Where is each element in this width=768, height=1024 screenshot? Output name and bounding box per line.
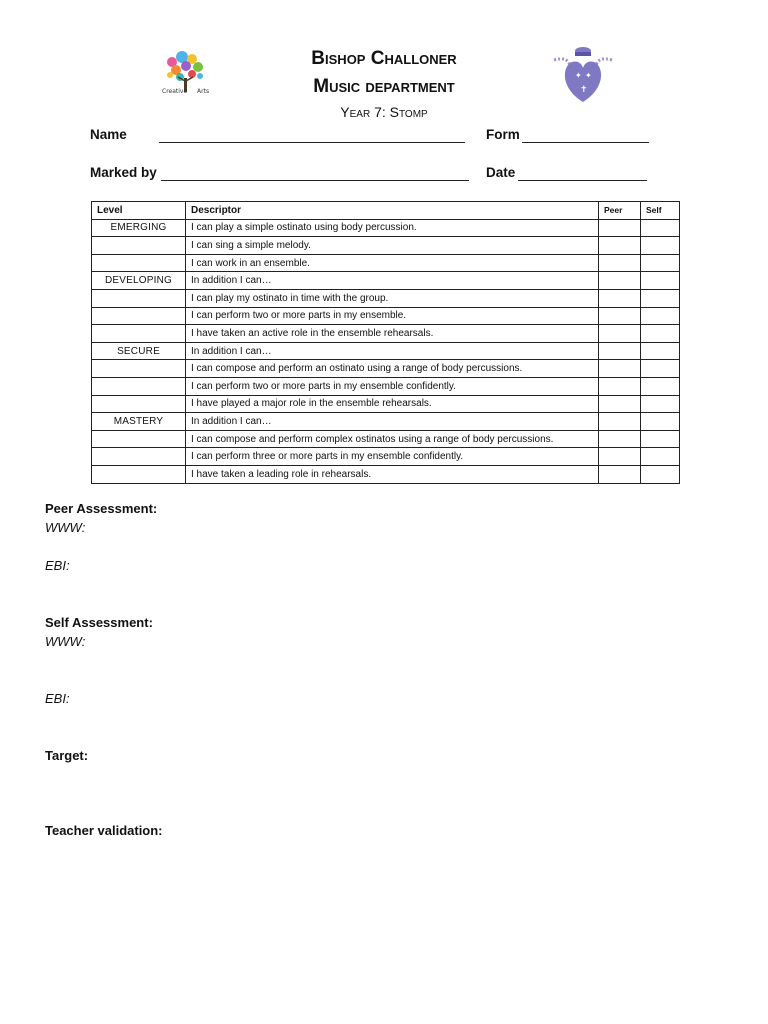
logo-caption: Creative Arts — [162, 88, 210, 95]
form-label: Form — [486, 127, 520, 142]
svg-text:✦: ✦ — [575, 71, 582, 80]
descriptor-cell: I can perform two or more parts in my ensemble. — [186, 307, 599, 325]
table-row — [92, 237, 680, 255]
self-check-cell[interactable] — [641, 254, 680, 272]
peer-check-cell[interactable] — [599, 325, 641, 343]
descriptor-cell: I can compose and perform an ostinato using a range of body percussions. — [186, 360, 599, 378]
self-check-cell[interactable] — [641, 377, 680, 395]
date-label: Date — [486, 165, 516, 180]
name-label: Name — [90, 127, 127, 142]
table-row — [92, 448, 680, 466]
table-row — [92, 289, 680, 307]
level-cell — [92, 254, 186, 272]
table-row — [92, 307, 680, 325]
peer-assessment-heading: Peer Assessment: — [45, 501, 158, 516]
peer-check-cell[interactable] — [599, 272, 641, 290]
table-row — [92, 342, 680, 360]
peer-check-cell[interactable] — [599, 237, 641, 255]
target-heading: Target: — [45, 748, 89, 763]
peer-header: Peer — [599, 202, 641, 220]
school-crest — [548, 44, 618, 106]
peer-check-cell[interactable] — [599, 430, 641, 448]
self-check-cell[interactable] — [641, 413, 680, 431]
peer-check-cell[interactable] — [599, 254, 641, 272]
peer-ebi-label: EBI: — [45, 558, 70, 573]
peer-check-cell[interactable] — [599, 307, 641, 325]
self-check-cell[interactable] — [641, 360, 680, 378]
peer-www-label: WWW: — [45, 520, 86, 535]
level-header: Level — [92, 202, 186, 220]
self-check-cell[interactable] — [641, 307, 680, 325]
table-row — [92, 219, 680, 237]
teacher-validation-heading: Teacher validation: — [45, 823, 163, 838]
peer-check-cell[interactable] — [599, 360, 641, 378]
self-www-label: WWW: — [45, 634, 86, 649]
self-check-cell[interactable] — [641, 325, 680, 343]
table-row — [92, 395, 680, 413]
table-row — [92, 465, 680, 483]
self-ebi-label: EBI: — [45, 691, 70, 706]
level-cell — [92, 289, 186, 307]
name-field[interactable] — [159, 142, 465, 143]
level-cell — [92, 395, 186, 413]
creative-arts-logo — [158, 48, 214, 100]
table-row — [92, 254, 680, 272]
school-title: Bishop Challoner — [311, 48, 457, 69]
department-title: Music department — [313, 76, 455, 97]
level-cell — [92, 325, 186, 343]
self-check-cell[interactable] — [641, 219, 680, 237]
marked-by-label: Marked by — [90, 165, 157, 180]
self-header: Self — [641, 202, 680, 220]
unit-subtitle: Year 7: Stomp — [340, 104, 428, 120]
svg-text:✝: ✝ — [580, 85, 588, 95]
peer-check-cell[interactable] — [599, 465, 641, 483]
descriptor-cell: I can compose and perform complex ostinatos using a range of body percussions. — [186, 430, 599, 448]
level-cell — [92, 465, 186, 483]
peer-check-cell[interactable] — [599, 289, 641, 307]
self-check-cell[interactable] — [641, 465, 680, 483]
crest-icon — [548, 44, 618, 106]
level-cell — [92, 360, 186, 378]
table-row — [92, 430, 680, 448]
self-check-cell[interactable] — [641, 289, 680, 307]
descriptor-cell: I can perform two or more parts in my ensemble confidently. — [186, 377, 599, 395]
level-cell: SECURE — [92, 342, 186, 360]
level-cell — [92, 237, 186, 255]
table-row — [92, 360, 680, 378]
date-field[interactable] — [518, 180, 647, 181]
table-row — [92, 413, 680, 431]
level-cell — [92, 307, 186, 325]
self-assessment-heading: Self Assessment: — [45, 615, 153, 630]
descriptor-cell: I can perform three or more parts in my ensemble confidently. — [186, 448, 599, 466]
peer-check-cell[interactable] — [599, 219, 641, 237]
peer-check-cell[interactable] — [599, 413, 641, 431]
descriptor-cell: In addition I can… — [186, 272, 599, 290]
self-check-cell[interactable] — [641, 342, 680, 360]
level-cell: MASTERY — [92, 413, 186, 431]
descriptor-cell: In addition I can… — [186, 342, 599, 360]
peer-check-cell[interactable] — [599, 395, 641, 413]
marked-by-field[interactable] — [161, 180, 469, 181]
peer-check-cell[interactable] — [599, 448, 641, 466]
descriptor-cell: In addition I can… — [186, 413, 599, 431]
descriptor-cell: I have played a major role in the ensemble rehearsals. — [186, 395, 599, 413]
descriptor-cell: I can play my ostinato in time with the group. — [186, 289, 599, 307]
peer-check-cell[interactable] — [599, 377, 641, 395]
peer-check-cell[interactable] — [599, 342, 641, 360]
level-cell — [92, 448, 186, 466]
self-check-cell[interactable] — [641, 430, 680, 448]
level-cell — [92, 377, 186, 395]
assessment-rubric-table — [91, 201, 680, 484]
self-check-cell[interactable] — [641, 272, 680, 290]
level-cell: DEVELOPING — [92, 272, 186, 290]
table-row — [92, 325, 680, 343]
svg-text:✦: ✦ — [585, 71, 592, 80]
level-cell: EMERGING — [92, 219, 186, 237]
descriptor-cell: I can play a simple ostinato using body percussion. — [186, 219, 599, 237]
descriptor-cell: I can work in an ensemble. — [186, 254, 599, 272]
descriptor-cell: I have taken an active role in the ensemble rehearsals. — [186, 325, 599, 343]
form-field[interactable] — [522, 142, 649, 143]
self-check-cell[interactable] — [641, 448, 680, 466]
descriptor-cell: I can sing a simple melody. — [186, 237, 599, 255]
level-cell — [92, 430, 186, 448]
table-row — [92, 377, 680, 395]
self-check-cell[interactable] — [641, 395, 680, 413]
descriptor-header: Descriptor — [186, 202, 599, 220]
descriptor-cell: I have taken a leading role in rehearsals. — [186, 465, 599, 483]
table-row — [92, 272, 680, 290]
table-header-row — [92, 202, 680, 220]
self-check-cell[interactable] — [641, 237, 680, 255]
